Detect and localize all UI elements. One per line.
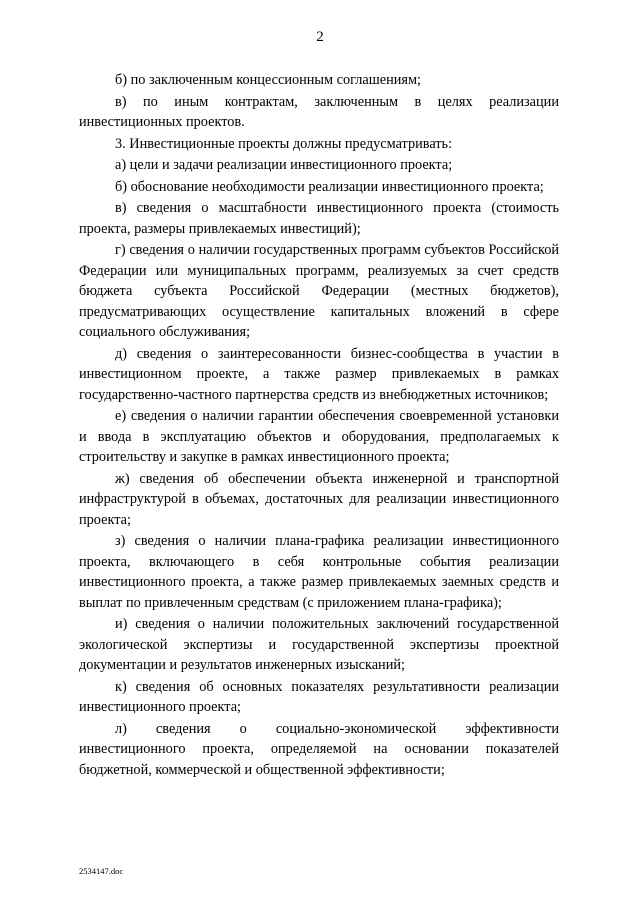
paragraph-k-indicators: к) сведения об основных показателях результативности реализации инвестиционного проекта; xyxy=(79,678,559,715)
footer-filename: 2534147.doc xyxy=(79,866,124,876)
paragraph-d-business-interest: д) сведения о заинтересованности бизнес-сообщества в участии в инвестиционном проекте, а также размер привлекаемых в рамках государственно-частного партнерства средств из внебюджетных источников; xyxy=(79,345,559,403)
paragraph-e-guarantees: е) сведения о наличии гарантии обеспечения своевременной установки и ввода в эксплуатацию объектов и оборудования, предполагаемых к строительству и закупке в рамках инвестиционного проекта; xyxy=(79,408,559,465)
paragraph-g-programs: г) сведения о наличии государственных программ субъектов Российской Федерации или муниципальных программ, реализуемых за счет средств бюджета субъекта Российской Федерации (местных бюджетов), предусматривающих осуществление капитальных вложений в сфере социального обслуживания; xyxy=(79,242,559,340)
document-body xyxy=(79,70,559,781)
paragraph-b-concession: б) по заключенным концессионным соглашениям; xyxy=(115,72,422,88)
paragraph-l-efficiency: л) сведения о социально-экономической эффективности инвестиционного проекта, определяемой на основании показателей бюджетной, коммерческой и общественной эффективности; xyxy=(79,720,559,778)
paragraph-b-justification: б) обоснование необходимости реализации инвестиционного проекта; xyxy=(115,178,544,195)
paragraph-v-contracts: в) по иным контрактам, заключенным в целях реализации инвестиционных проектов. xyxy=(79,93,559,130)
paragraph-v-scale: в) сведения о масштабности инвестиционного проекта (стоимость проекта, размеры привлекаемых инвестиций); xyxy=(79,200,559,237)
paragraph-a-goals: а) цели и задачи реализации инвестиционного проекта; xyxy=(115,157,453,173)
page-number: 2 xyxy=(316,29,324,45)
paragraph-zh-infrastructure: ж) сведения об обеспечении объекта инженерной и транспортной инфраструктурой в объемах, достаточных для реализации инвестиционного проекта; xyxy=(79,470,559,528)
paragraph-i-expertise: и) сведения о наличии положительных заключений государственной экологической экспертизы и государственной экспертизы проектной документации и результатов инженерных изысканий; xyxy=(79,616,559,673)
paragraph-3-requirements: 3. Инвестиционные проекты должны предусматривать: xyxy=(115,135,453,152)
paragraph-z-schedule: з) сведения о наличии плана-графика реализации инвестиционного проекта, включающего в себя контрольные события реализации инвестиционного проекта, а также размер привлекаемых заемных средств и выплат по привлеченным средствам (с приложением плана-графика); xyxy=(79,533,559,611)
